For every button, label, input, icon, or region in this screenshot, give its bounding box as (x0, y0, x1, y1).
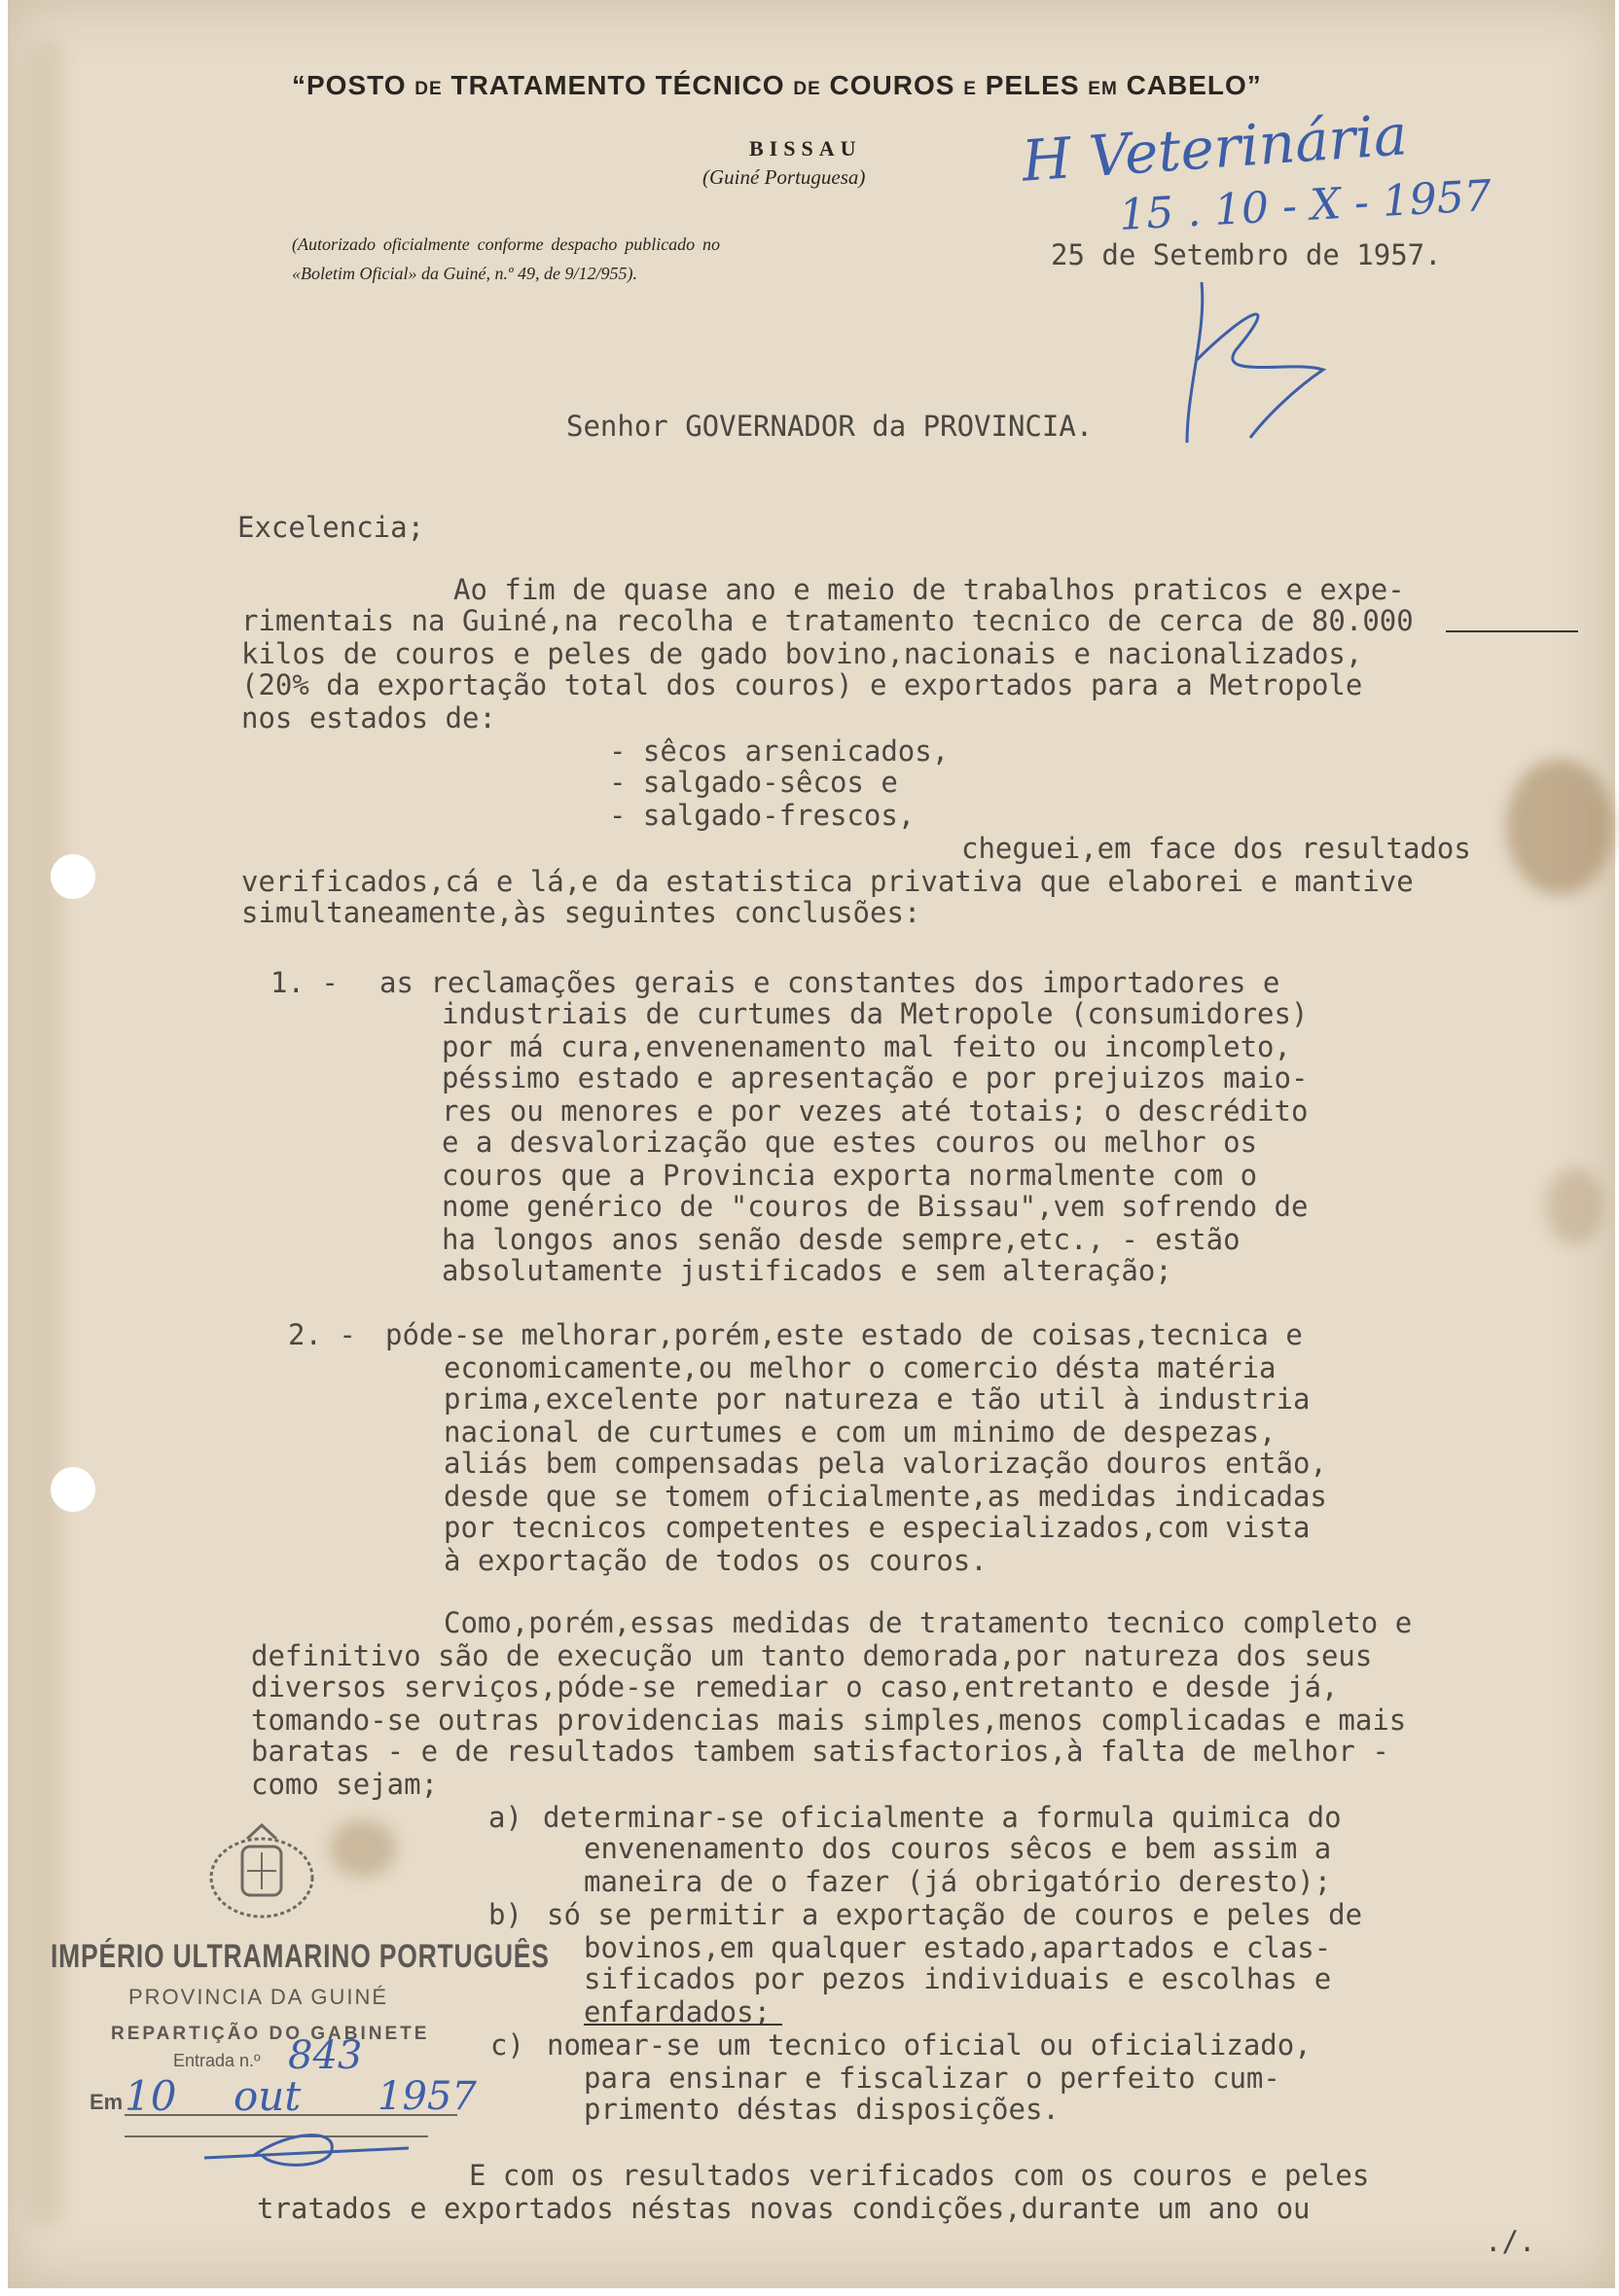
item-c-line: para ensinar e fiscalizar o perfeito cum- (584, 2062, 1280, 2095)
conclusion-line: verificados,cá e lá,e da estatistica privativa que elaborei e mantive (241, 865, 1414, 898)
item-b-line: sificados por pezos individuais e escolhas e (584, 1962, 1332, 1995)
item-c-line: primento déstas disposições. (584, 2093, 1060, 2126)
point-1-line: res ou menores e por vezes até totais; o descrédito (442, 1094, 1309, 1128)
letterhead-authorization: (Autorizado oficialmente conforme despacho publicado no «Boletim Oficial» da Guiné, n.º 49, de 9/12/955). (292, 234, 720, 283)
underline (1446, 628, 1582, 634)
point-2-line: póde-se melhorar,porém,este estado de coisas,tecnica e (385, 1318, 1303, 1351)
punch-hole (51, 854, 95, 899)
conclusion-line: cheguei,em face dos resultados (961, 832, 1471, 865)
stamp-province: PROVINCIA DA GUINÉ (128, 1985, 389, 2009)
punch-hole (51, 1467, 95, 1512)
signature-mark (1177, 272, 1352, 448)
coat-of-arms-emblem (198, 1817, 325, 1924)
item-c-line: nomear-se um tecnico oficial ou oficializado, (547, 2028, 1312, 2062)
stamp-entry-number: 843 (288, 2033, 363, 2078)
point-1-line: ha longos anos senão desde sempre,etc., - estão (442, 1223, 1241, 1256)
item-b-line: bovinos,em qualquer estado,apartados e clas- (584, 1931, 1332, 1964)
stamp-date-month: out (234, 2072, 302, 2120)
closing-line: E com os resultados verificados com os couros e peles (469, 2159, 1370, 2192)
edge-shadow (27, 39, 66, 2228)
point-2-line: prima,excelente por natureza e tão util à industria (444, 1382, 1311, 1416)
closing-line: tratados e exportados néstas novas condições,durante um ano ou (257, 2192, 1311, 2225)
conclusion-line: simultaneamente,às seguintes conclusões: (241, 896, 921, 929)
intro-line: nos estados de: (241, 701, 496, 735)
item-a-line: envenenamento dos couros sêcos e bem assim a (584, 1832, 1332, 1865)
como-line: Como,porém,essas medidas de tratamento tecnico completo e (444, 1606, 1413, 1639)
stain (1545, 1167, 1603, 1245)
continuation-mark: ./. (1485, 2225, 1536, 2258)
item-c-label: c) (490, 2028, 524, 2062)
point-1-line: péssimo estado e apresentação e por prejuizos maio- (442, 1061, 1309, 1094)
point-2-line: aliás bem compensadas pela valorização douros então, (444, 1447, 1327, 1480)
stamp-lines (107, 2109, 467, 2177)
point-1-line: couros que a Provincia exporta normalmente com o (442, 1159, 1258, 1192)
letterhead-city: BISSAU (749, 136, 862, 161)
stain (329, 1819, 397, 1878)
stamp-date-day: 10 (125, 2072, 177, 2120)
como-line: baratas - e de resultados tambem satisfactorios,à falta de melhor - (251, 1735, 1389, 1768)
point-2-line: por tecnicos competentes e especializados,com vista (444, 1511, 1311, 1544)
letterhead-title: “POSTO DE TRATAMENTO TÉCNICO DE COUROS E PELES EM CABELO” (292, 70, 1262, 100)
como-line: definitivo são de execução um tanto demorada,por natureza dos seus (251, 1639, 1373, 1672)
handwritten-annotation: H Veterinária (1020, 101, 1410, 195)
como-line: diversos serviços,póde-se remediar o caso,entretanto e desde já, (251, 1670, 1339, 1704)
item-a-line: maneira de o fazer (já obrigatório deresto); (584, 1865, 1332, 1898)
item-b-line: enfardados; (584, 1995, 772, 2028)
point-2-line: economicamente,ou melhor o comercio désta matéria (444, 1351, 1277, 1384)
intro-line: Ao fim de quase ano e meio de trabalhos praticos e expe- (453, 573, 1405, 606)
como-line: tomando-se outras providencias mais simples,menos complicadas e mais (251, 1704, 1407, 1737)
intro-line: rimentais na Guiné,na recolha e tratamento tecnico de cerca de 80.000 (241, 604, 1414, 637)
item-a-label: a) (488, 1801, 522, 1834)
point-1-line: as reclamações gerais e constantes dos importadores e (379, 966, 1280, 999)
point-1-line: absolutamente justificados e sem alteração; (442, 1254, 1172, 1287)
stamp-office: REPARTIÇÃO DO GABINETE (111, 2024, 430, 2044)
stamp-date-year: 1957 (378, 2074, 477, 2119)
item-a-line: determinar-se oficialmente a formula quimica do (543, 1801, 1342, 1834)
como-line: como sejam; (251, 1768, 439, 1801)
point-1-line: e a desvalorização que estes couros ou melhor os (442, 1126, 1258, 1159)
stamp-em-label: Em (90, 2090, 124, 2114)
stamp-entry-label: Entrada n.º (173, 2051, 261, 2070)
letterhead-region: (Guiné Portuguesa) (702, 165, 866, 189)
handwritten-date: 15 . 10 - X - 1957 (1117, 171, 1493, 240)
stain (1506, 759, 1613, 895)
point-1-line: nome genérico de "couros de Bissau",vem sofrendo de (442, 1190, 1309, 1223)
underline (584, 2022, 788, 2027)
salutation: Excelencia; (237, 511, 425, 544)
point-1-number: 1. - (270, 966, 339, 999)
item-b-label: b) (488, 1898, 522, 1931)
item-b-line: só se permitir a exportação de couros e peles de (547, 1898, 1363, 1931)
point-2-number: 2. - (288, 1318, 356, 1351)
point-1-line: por má cura,envenenamento mal feito ou incompleto, (442, 1030, 1291, 1063)
state-item: - sêcos arsenicados, (609, 735, 950, 768)
point-1-line: industriais de curtumes da Metropole (consumidores) (442, 997, 1309, 1030)
intro-line: (20% da exportação total dos couros) e exportados para a Metropole (241, 668, 1363, 701)
point-2-line: desde que se tomem oficialmente,as medidas indicadas (444, 1480, 1327, 1513)
point-2-line: nacional de curtumes e com um minimo de despezas, (444, 1416, 1277, 1449)
addressee: Senhor GOVERNADOR da PROVINCIA. (566, 410, 1094, 443)
letter-date: 25 de Setembro de 1957. (1051, 238, 1442, 271)
intro-line: kilos de couros e peles de gado bovino,nacionais e nacionalizados, (241, 637, 1363, 670)
state-item: - salgado-frescos, (609, 799, 916, 832)
state-item: - salgado-sêcos e (609, 766, 898, 799)
stamp-empire: IMPÉRIO ULTRAMARINO PORTUGUÊS (51, 1938, 550, 1975)
point-2-line: à exportação de todos os couros. (444, 1544, 988, 1577)
